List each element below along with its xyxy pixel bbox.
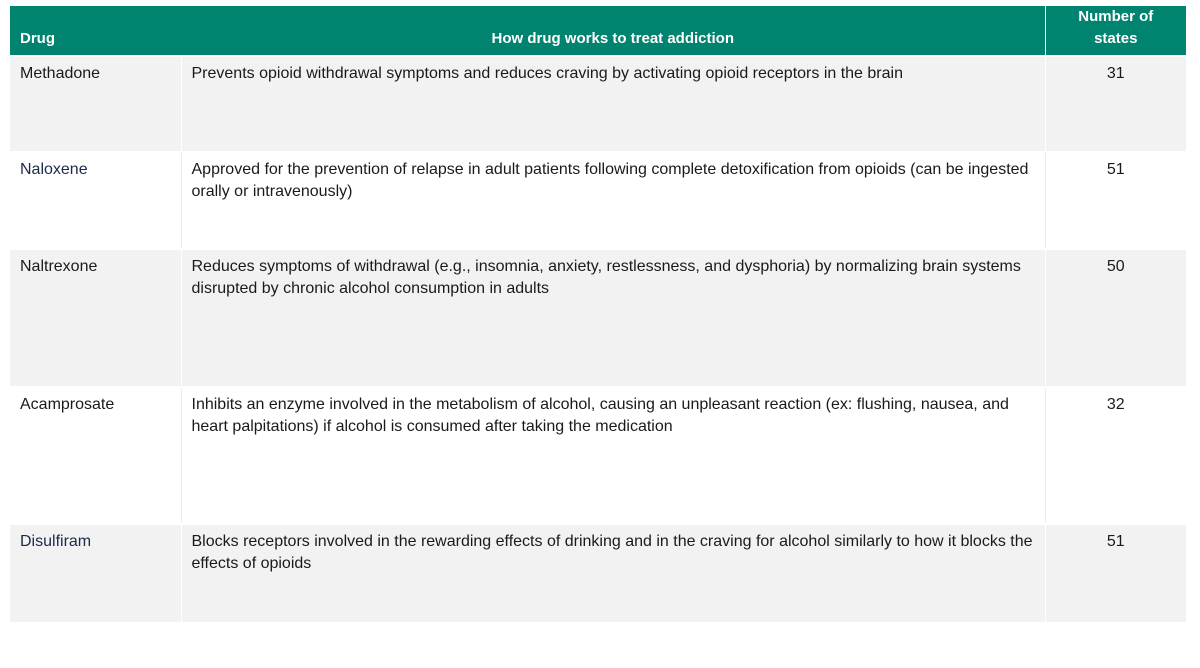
table-body (10, 56, 1186, 622)
drug-name-cell: Disulfiram (10, 524, 181, 622)
states-count-cell: 31 (1045, 56, 1186, 152)
header-how-drug-works: How drug works to treat addiction (181, 6, 1045, 56)
table-row (10, 152, 1186, 249)
drug-table (10, 6, 1186, 622)
states-count-cell: 50 (1045, 249, 1186, 387)
drug-table-container (10, 6, 1186, 622)
drug-name-cell: Naloxene (10, 152, 181, 249)
mechanism-cell: Approved for the prevention of relapse in adult patients following complete detoxification from opioids (can be ingested orally or intravenously) (181, 152, 1045, 249)
header-drug: Drug (10, 6, 181, 56)
mechanism-cell: Blocks receptors involved in the rewarding effects of drinking and in the craving for alcohol similarly to how it blocks the effects of opioids (181, 524, 1045, 622)
mechanism-cell: Reduces symptoms of withdrawal (e.g., insomnia, anxiety, restlessness, and dysphoria) by normalizing brain systems disrupted by chronic alcohol consumption in adults (181, 249, 1045, 387)
states-count-cell: 51 (1045, 152, 1186, 249)
table-header (10, 6, 1186, 56)
table-row (10, 249, 1186, 387)
mechanism-cell: Inhibits an enzyme involved in the metabolism of alcohol, causing an unpleasant reaction (ex: flushing, nausea, and heart palpitations) if alcohol is consumed after taking the medication (181, 387, 1045, 524)
table-row (10, 56, 1186, 152)
table-row (10, 387, 1186, 524)
drug-name-cell: Acamprosate (10, 387, 181, 524)
header-number-of-states: Number of states (1045, 6, 1186, 56)
drug-name-cell: Methadone (10, 56, 181, 152)
drug-name-cell: Naltrexone (10, 249, 181, 387)
mechanism-cell: Prevents opioid withdrawal symptoms and reduces craving by activating opioid receptors in the brain (181, 56, 1045, 152)
header-row (10, 6, 1186, 56)
states-count-cell: 51 (1045, 524, 1186, 622)
table-row (10, 524, 1186, 622)
states-count-cell: 32 (1045, 387, 1186, 524)
